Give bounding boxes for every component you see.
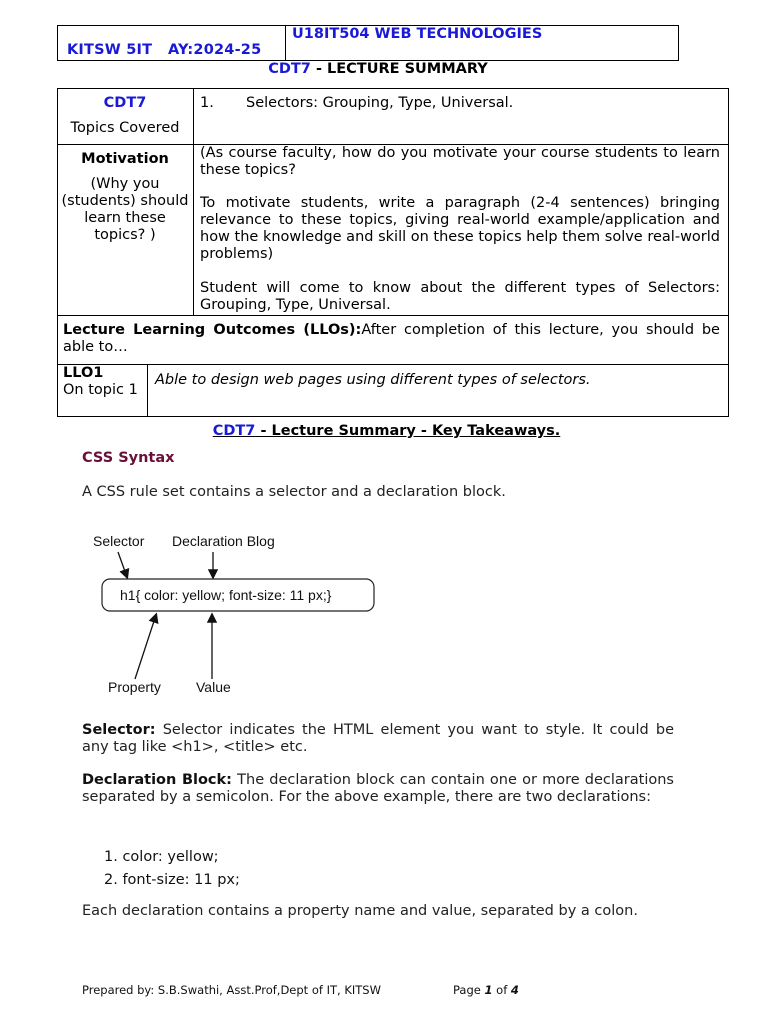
llo1-cell: [63, 365, 145, 399]
institute: KITSW 5IT: [67, 42, 153, 58]
page-label: Page: [453, 983, 481, 997]
declaration-desc: The declaration block can contain one or more declarations separated by a semicolon. For the above example, there are two declarations:: [82, 772, 674, 805]
llo-heading: Lecture Learning Outcomes (LLOs):: [63, 322, 362, 338]
motivation-label: Motivation: [81, 151, 169, 167]
each-declaration: Each declaration contains a property name and value, separated by a colon.: [82, 903, 638, 919]
motivation-text: [200, 145, 720, 314]
selector-desc: Selector indicates the HTML element you want to style. It could be any tag like <h1>, <title> etc.: [82, 722, 674, 755]
key-takeaways-title: [0, 423, 768, 439]
label-selector: Selector: [93, 533, 145, 549]
doc-title-code: CDT7: [268, 61, 311, 77]
list-item: [104, 846, 240, 869]
table-rule: [147, 364, 148, 417]
table-rule: [57, 364, 729, 365]
topics-cell: [57, 95, 193, 137]
topics-value: Selectors: Grouping, Type, Universal.: [246, 95, 514, 111]
header-institute: [67, 42, 261, 58]
declaration-list: [104, 846, 240, 892]
key-takeaways-text: - Lecture Summary - Key Takeaways.: [255, 423, 561, 439]
llo-intro: [63, 322, 720, 356]
header-divider: [285, 25, 286, 61]
label-value: Value: [196, 679, 231, 695]
selector-arrow: [118, 552, 127, 577]
motivation-p2: To motivate students, write a paragraph (2-4 sentences) bringing relevance to these topics, giving real-world example/application and how the knowledge and skill on these topics help them solve real-world problems): [200, 195, 720, 262]
label-declaration: Declaration Blog: [172, 533, 275, 549]
selector-term: Selector:: [82, 722, 156, 738]
doc-title-text: - LECTURE SUMMARY: [310, 61, 488, 77]
declaration-term: Declaration Block:: [82, 772, 232, 788]
css-syntax-heading: CSS Syntax: [82, 450, 175, 466]
label-property: Property: [108, 679, 161, 695]
list-num: 2.: [104, 872, 118, 888]
topics-code: CDT7: [103, 95, 147, 111]
doc-title: [0, 61, 756, 77]
selector-paragraph: [82, 722, 674, 756]
course-title: U18IT504 WEB TECHNOLOGIES: [292, 26, 543, 42]
list-item: [104, 869, 240, 892]
motivation-p1: (As course faculty, how do you motivate your course students to learn these topics?: [200, 145, 720, 178]
of-label: of: [496, 983, 508, 997]
motivation-sub: (Why you (students) should learn these topics? ): [61, 176, 189, 243]
footer-page: [453, 983, 519, 997]
rule-text: h1{ color: yellow; font-size: 11 px;}: [120, 587, 332, 603]
list-num: 1.: [104, 849, 118, 865]
motivation-p3: Student will come to know about the different types of Selectors: Grouping, Type, Universal.: [200, 280, 720, 313]
declaration-paragraph: [82, 772, 674, 806]
property-arrow: [135, 615, 156, 679]
llo-intro-text: After completion of this lecture, you should be able to…: [63, 322, 720, 355]
footer-prepared-by: Prepared by: S.B.Swathi, Asst.Prof,Dept of IT, KITSW: [82, 983, 381, 997]
page-total: 4: [510, 983, 519, 997]
table-rule: [193, 88, 194, 315]
topics-number: 1.: [200, 95, 214, 111]
table-rule: [57, 315, 729, 316]
motivation-cell: [60, 151, 190, 244]
css-syntax-intro: A CSS rule set contains a selector and a declaration block.: [82, 484, 506, 500]
llo1-topic: On topic 1: [63, 382, 138, 398]
llo1-text: Able to design web pages using different types of selectors.: [155, 372, 591, 388]
css-syntax-diagram: [80, 520, 400, 710]
list-text: color: yellow;: [122, 849, 219, 865]
list-text: font-size: 11 px;: [122, 872, 240, 888]
topics-label: Topics Covered: [70, 120, 180, 136]
academic-year: AY:2024-25: [167, 42, 262, 58]
llo1-label: LLO1: [63, 365, 104, 381]
page-num: 1: [484, 983, 493, 997]
key-takeaways-code: CDT7: [212, 423, 256, 439]
